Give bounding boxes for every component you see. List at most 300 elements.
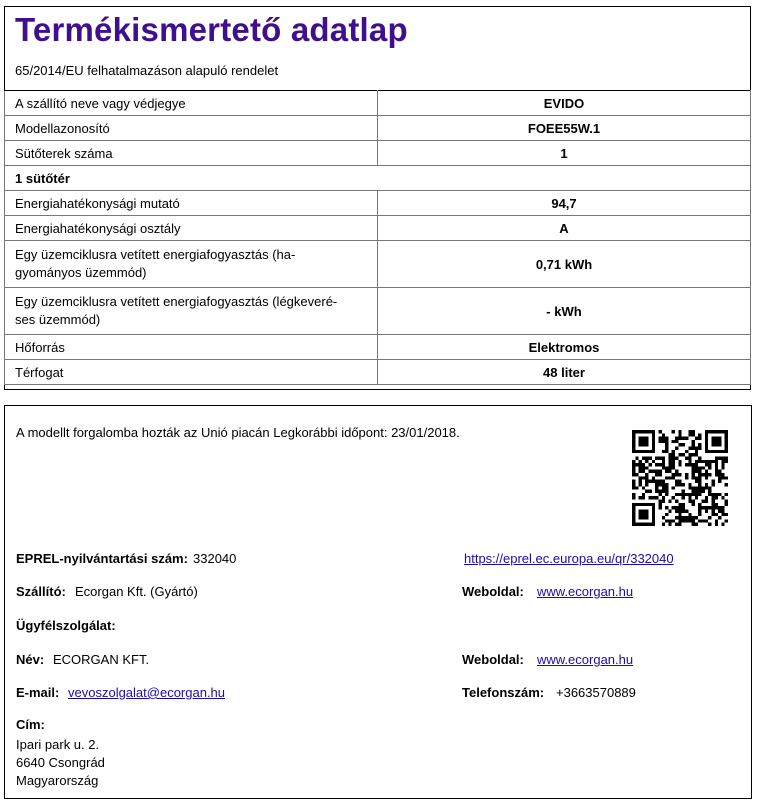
row-label (5, 241, 378, 288)
qr-module (672, 486, 675, 489)
qr-module (632, 480, 635, 483)
qr-module (678, 506, 681, 509)
spec-table (4, 90, 751, 385)
email-label: E-mail: (16, 685, 60, 700)
table-row (5, 335, 751, 360)
qr-module (708, 466, 711, 469)
qr-module (635, 473, 638, 476)
qr-module (702, 466, 705, 469)
qr-module (645, 516, 648, 519)
qr-module (662, 433, 665, 436)
qr-module (642, 470, 645, 473)
qr-module (708, 486, 711, 489)
qr-module (708, 523, 711, 526)
qr-module (649, 470, 652, 473)
qr-module (705, 483, 708, 486)
qr-module (645, 509, 648, 512)
qr-module (639, 483, 642, 486)
qr-module (655, 486, 658, 489)
qr-module (678, 480, 681, 483)
qr-module (698, 509, 701, 512)
qr-code-icon[interactable] (632, 430, 728, 526)
website-label: Weboldal: (462, 652, 524, 667)
qr-module (711, 443, 714, 446)
row-label-line: gyományos üzemmód) (15, 265, 147, 280)
qr-module (688, 463, 691, 466)
qr-module (632, 447, 635, 450)
qr-module (692, 519, 695, 522)
qr-module (695, 523, 698, 526)
qr-module (698, 480, 701, 483)
qr-module (652, 496, 655, 499)
qr-module (725, 440, 728, 443)
qr-module (682, 493, 685, 496)
section-row (5, 166, 751, 191)
qr-module (639, 466, 642, 469)
table-row (5, 216, 751, 241)
qr-module (675, 456, 678, 459)
qr-module (632, 516, 635, 519)
qr-module (662, 463, 665, 466)
qr-module (682, 496, 685, 499)
qr-module (721, 506, 724, 509)
qr-module (705, 473, 708, 476)
address-line: Magyarország (16, 773, 99, 788)
row-value: EVIDO (378, 91, 751, 116)
qr-module (642, 440, 645, 443)
qr-module (658, 480, 661, 483)
table-row (5, 360, 751, 385)
qr-module (635, 503, 638, 506)
table-row (5, 116, 751, 141)
row-label-line: Egy üzemciklusra vetített energiafogyasztás (ha- (15, 247, 296, 262)
qr-module (708, 493, 711, 496)
qr-module (718, 437, 721, 440)
qr-module (711, 503, 714, 506)
qr-module (658, 463, 661, 466)
qr-module (668, 500, 671, 503)
eprel-info-sheet (4, 405, 752, 799)
qr-module (692, 443, 695, 446)
qr-module (639, 470, 642, 473)
qr-module (725, 500, 728, 503)
qr-module (658, 470, 661, 473)
qr-module (715, 493, 718, 496)
qr-module (652, 519, 655, 522)
qr-module (705, 519, 708, 522)
qr-module (639, 460, 642, 463)
qr-module (678, 493, 681, 496)
qr-module (672, 466, 675, 469)
qr-module (705, 450, 708, 453)
qr-module (632, 509, 635, 512)
qr-module (682, 516, 685, 519)
qr-module (715, 440, 718, 443)
qr-module (688, 519, 691, 522)
qr-module (665, 490, 668, 493)
qr-module (668, 463, 671, 466)
qr-module (635, 486, 638, 489)
qr-module (649, 456, 652, 459)
qr-module (665, 483, 668, 486)
qr-module (685, 437, 688, 440)
qr-module (642, 503, 645, 506)
qr-module (635, 450, 638, 453)
qr-module (725, 519, 728, 522)
qr-module (708, 450, 711, 453)
qr-module (642, 443, 645, 446)
qr-module (665, 486, 668, 489)
qr-module (645, 443, 648, 446)
row-label: Hőforrás (5, 335, 378, 360)
website-link[interactable]: www.ecorgan.hu (537, 652, 634, 667)
qr-module (692, 486, 695, 489)
qr-module (649, 503, 652, 506)
qr-module (685, 509, 688, 512)
qr-module (642, 463, 645, 466)
qr-module (698, 443, 701, 446)
qr-module (639, 450, 642, 453)
qr-module (695, 480, 698, 483)
qr-module (652, 503, 655, 506)
qr-module (675, 516, 678, 519)
qr-module (718, 430, 721, 433)
qr-module (695, 516, 698, 519)
qr-module (678, 437, 681, 440)
qr-module (649, 523, 652, 526)
qr-module (649, 480, 652, 483)
qr-module (632, 433, 635, 436)
address-line: 6640 Csongrád (16, 755, 105, 770)
qr-module (692, 490, 695, 493)
qr-module (718, 456, 721, 459)
qr-module (698, 433, 701, 436)
qr-module (652, 460, 655, 463)
qr-module (692, 473, 695, 476)
qr-module (682, 519, 685, 522)
qr-module (708, 430, 711, 433)
row-value: 0,71 kWh (378, 241, 751, 288)
qr-module (652, 506, 655, 509)
phone-value: +3663570889 (556, 685, 636, 700)
qr-module (705, 443, 708, 446)
row-value: 48 liter (378, 360, 751, 385)
row-label (5, 288, 378, 335)
qr-module (682, 443, 685, 446)
row-label: Modellazonosító (5, 116, 378, 141)
qr-module (635, 523, 638, 526)
qr-module (705, 470, 708, 473)
qr-module (665, 447, 668, 450)
qr-module (672, 460, 675, 463)
qr-module (725, 437, 728, 440)
qr-module (698, 506, 701, 509)
qr-module (632, 463, 635, 466)
qr-module (672, 440, 675, 443)
qr-module (642, 456, 645, 459)
name-value: ECORGAN KFT. (53, 652, 150, 667)
qr-module (715, 430, 718, 433)
qr-module (708, 460, 711, 463)
qr-module (685, 456, 688, 459)
qr-module (721, 460, 724, 463)
qr-module (695, 460, 698, 463)
qr-module (655, 483, 658, 486)
row-label: Energiahatékonysági osztály (5, 216, 378, 241)
qr-module (715, 460, 718, 463)
qr-module (642, 466, 645, 469)
qr-module (715, 513, 718, 516)
qr-module (639, 509, 642, 512)
qr-module (658, 430, 661, 433)
qr-module (725, 493, 728, 496)
qr-module (702, 460, 705, 463)
qr-module (645, 460, 648, 463)
qr-module (692, 470, 695, 473)
row-label-line: ses üzemmód) (15, 312, 101, 327)
qr-module (682, 490, 685, 493)
qr-module (632, 466, 635, 469)
qr-module (662, 486, 665, 489)
qr-module (688, 456, 691, 459)
qr-module (662, 460, 665, 463)
qr-module (658, 483, 661, 486)
qr-module (725, 460, 728, 463)
qr-module (725, 503, 728, 506)
qr-module (678, 516, 681, 519)
qr-module (698, 473, 701, 476)
qr-module (718, 440, 721, 443)
qr-module (665, 506, 668, 509)
qr-module (705, 486, 708, 489)
qr-module (698, 460, 701, 463)
qr-module (632, 493, 635, 496)
qr-module (692, 516, 695, 519)
qr-module (632, 473, 635, 476)
qr-module (652, 447, 655, 450)
qr-module (652, 440, 655, 443)
qr-module (658, 493, 661, 496)
qr-module (645, 476, 648, 479)
qr-module (635, 463, 638, 466)
qr-module (642, 476, 645, 479)
qr-module (649, 430, 652, 433)
qr-module (695, 470, 698, 473)
qr-module (715, 506, 718, 509)
qr-module (678, 463, 681, 466)
qr-module (715, 503, 718, 506)
qr-module (695, 437, 698, 440)
qr-module (632, 486, 635, 489)
qr-module (715, 456, 718, 459)
email-link[interactable]: vevoszolgalat@ecorgan.hu (68, 685, 226, 700)
qr-module (688, 483, 691, 486)
qr-module (708, 490, 711, 493)
qr-module (682, 509, 685, 512)
qr-module (652, 430, 655, 433)
qr-module (652, 450, 655, 453)
row-value: 94,7 (378, 191, 751, 216)
qr-module (639, 513, 642, 516)
eprel-number: 332040 (193, 551, 237, 566)
qr-module (655, 480, 658, 483)
qr-module (678, 430, 681, 433)
eprel-link[interactable]: https://eprel.ec.europa.eu/qr/332040 (464, 551, 674, 566)
qr-module (658, 500, 661, 503)
qr-module (658, 440, 661, 443)
qr-module (652, 513, 655, 516)
qr-module (652, 523, 655, 526)
address-block (16, 736, 105, 790)
qr-module (642, 493, 645, 496)
qr-module (675, 506, 678, 509)
qr-module (698, 503, 701, 506)
qr-module (698, 470, 701, 473)
qr-module (635, 430, 638, 433)
qr-module (678, 443, 681, 446)
qr-module (721, 463, 724, 466)
qr-module (639, 496, 642, 499)
qr-module (695, 453, 698, 456)
qr-module (639, 440, 642, 443)
qr-module (711, 440, 714, 443)
website-link[interactable]: www.ecorgan.hu (537, 584, 634, 599)
qr-module (695, 486, 698, 489)
qr-module (655, 463, 658, 466)
qr-module (662, 456, 665, 459)
product-fiche-sheet (4, 6, 751, 390)
qr-module (695, 476, 698, 479)
qr-module (682, 437, 685, 440)
qr-module (725, 430, 728, 433)
qr-module (678, 453, 681, 456)
qr-module (692, 500, 695, 503)
qr-module (725, 447, 728, 450)
qr-module (692, 447, 695, 450)
qr-module (639, 437, 642, 440)
qr-module (658, 506, 661, 509)
qr-module (702, 486, 705, 489)
qr-module (721, 473, 724, 476)
qr-module (711, 437, 714, 440)
qr-module (652, 470, 655, 473)
qr-module (658, 503, 661, 506)
qr-module (721, 450, 724, 453)
name-label: Név: (16, 652, 45, 667)
qr-module (675, 440, 678, 443)
qr-module (662, 437, 665, 440)
qr-module (645, 480, 648, 483)
qr-module (711, 430, 714, 433)
qr-module (718, 450, 721, 453)
qr-module (698, 437, 701, 440)
qr-module (645, 473, 648, 476)
qr-module (645, 437, 648, 440)
qr-module (639, 516, 642, 519)
qr-module (662, 483, 665, 486)
qr-module (711, 480, 714, 483)
address-label: Cím: (16, 717, 45, 732)
qr-module (698, 456, 701, 459)
qr-module (645, 503, 648, 506)
qr-module (639, 523, 642, 526)
qr-module (645, 483, 648, 486)
eprel-label: EPREL-nyilvántartási szám: (16, 551, 188, 566)
section-heading: 1 sütőtér (5, 166, 751, 191)
qr-module (678, 519, 681, 522)
qr-module (698, 476, 701, 479)
table-row (5, 91, 751, 116)
qr-module (655, 496, 658, 499)
qr-module (642, 486, 645, 489)
market-date-text: A modellt forgalomba hozták az Unió piacán Legkorábbi időpont: 23/01/2018. (16, 425, 460, 440)
qr-module (675, 470, 678, 473)
qr-module (632, 496, 635, 499)
qr-module (718, 476, 721, 479)
qr-module (692, 430, 695, 433)
qr-module (685, 476, 688, 479)
qr-module (665, 443, 668, 446)
qr-module (632, 513, 635, 516)
row-value: A (378, 216, 751, 241)
qr-module (725, 450, 728, 453)
qr-module (668, 519, 671, 522)
qr-module (721, 456, 724, 459)
qr-module (645, 523, 648, 526)
qr-module (725, 513, 728, 516)
supplier-label: Szállító: (16, 584, 66, 599)
qr-module (705, 509, 708, 512)
qr-module (695, 490, 698, 493)
qr-module (649, 463, 652, 466)
qr-module (705, 433, 708, 436)
qr-module (711, 483, 714, 486)
qr-module (672, 450, 675, 453)
qr-module (665, 450, 668, 453)
qr-module (675, 437, 678, 440)
qr-module (682, 506, 685, 509)
qr-module (692, 503, 695, 506)
qr-module (678, 483, 681, 486)
qr-module (639, 443, 642, 446)
qr-module (715, 466, 718, 469)
qr-module (725, 483, 728, 486)
qr-module (705, 506, 708, 509)
qr-module (645, 490, 648, 493)
qr-module (632, 506, 635, 509)
qr-module (652, 433, 655, 436)
qr-module (688, 496, 691, 499)
website-label: Weboldal: (462, 584, 524, 599)
qr-module (632, 470, 635, 473)
qr-module (665, 493, 668, 496)
qr-module (672, 496, 675, 499)
qr-module (725, 476, 728, 479)
qr-module (675, 523, 678, 526)
qr-module (675, 493, 678, 496)
qr-module (721, 496, 724, 499)
qr-module (678, 460, 681, 463)
qr-module (678, 473, 681, 476)
qr-module (655, 456, 658, 459)
row-value: FOEE55W.1 (378, 116, 751, 141)
qr-module (702, 506, 705, 509)
qr-module (705, 440, 708, 443)
qr-module (695, 493, 698, 496)
qr-module (715, 443, 718, 446)
qr-module (705, 500, 708, 503)
qr-module (632, 440, 635, 443)
